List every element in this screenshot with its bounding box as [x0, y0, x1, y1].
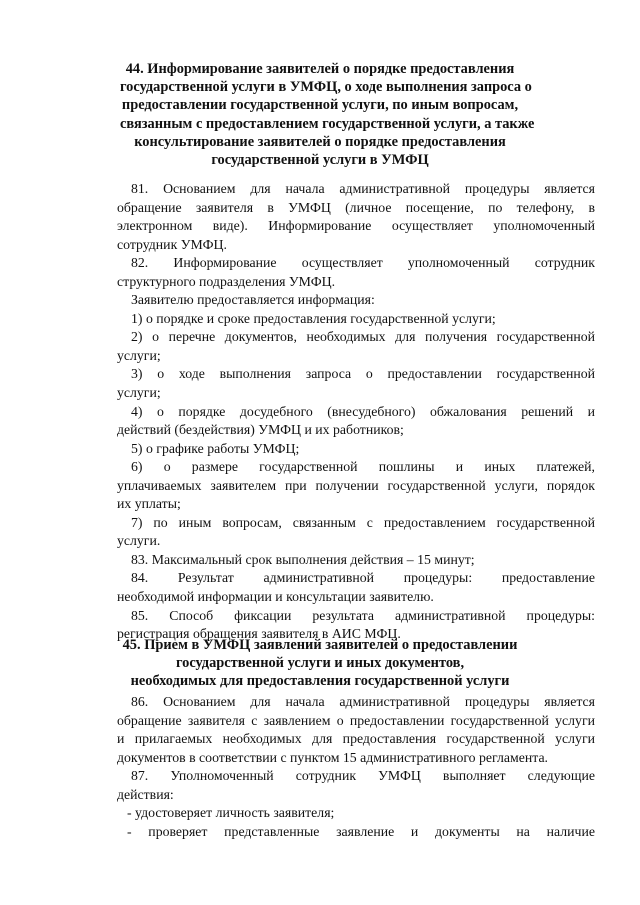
- paragraph-82-line: 82. Информирование осуществляет уполномоченный сотрудник: [131, 255, 595, 271]
- section-45-heading: [120, 636, 520, 691]
- heading-line: государственной услуги в УМФЦ, о ходе выполнения запроса о: [120, 79, 532, 96]
- paragraph-82-line: структурного подразделения УМФЦ.: [117, 273, 336, 289]
- action-item: - удостоверяет личность заявителя;: [127, 805, 335, 821]
- list-item-2-cont: услуги;: [117, 347, 161, 363]
- list-item-4: 4) о порядке досудебного (внесудебного) обжалования решений и: [131, 403, 595, 419]
- list-item-2: 2) о перечне документов, необходимых для получения государственной: [131, 329, 595, 345]
- paragraph-87-line: действия:: [117, 786, 174, 802]
- list-item-3: 3) о ходе выполнения запроса о предоставлении государственной: [131, 366, 595, 382]
- section-44-body: [117, 180, 595, 644]
- heading-line: связанным с предоставлением государственной услуги, а также: [120, 115, 535, 132]
- list-item-5: 5) о графике работы УМФЦ;: [131, 440, 300, 456]
- list-item-6-cont: уплачиваемых заявителем при получении государственной услуги, порядок: [117, 477, 595, 493]
- paragraph-84-line: необходимой информации и консультации заявителю.: [117, 589, 434, 605]
- heading-line: консультирование заявителей о порядке предоставления: [134, 133, 506, 150]
- paragraph-81-line: электронном виде). Информирование осуществляет уполномоченный: [117, 218, 595, 234]
- list-item-6: 6) о размере государственной пошлины и иных платежей,: [131, 459, 595, 475]
- heading-line: необходимых для предоставления государственной услуги: [130, 673, 510, 690]
- paragraph-84-line: 84. Результат административной процедуры: предоставление: [131, 570, 595, 586]
- paragraph-85-line: 85. Способ фиксации результата административной процедуры:: [131, 607, 595, 623]
- paragraph-86-line: и прилагаемых необходимых для предоставления государственной услуги: [117, 731, 595, 747]
- paragraph-83-line: 83. Максимальный срок выполнения действия – 15 минут;: [131, 551, 475, 567]
- paragraph-87-line: 87. Уполномоченный сотрудник УМФЦ выполняет следующие: [131, 768, 595, 784]
- list-item-4-cont: действий (бездействия) УМФЦ и их работников;: [117, 422, 404, 438]
- heading-line: государственной услуги и иных документов,: [175, 655, 465, 672]
- heading-line: предоставлении государственной услуги, по иным вопросам,: [121, 97, 519, 114]
- paragraph-86-line: документов в соответствии с пунктом 15 административного регламента.: [117, 749, 549, 765]
- paragraph-81-line: 81. Основанием для начала административной процедуры является: [131, 181, 595, 196]
- paragraph-86-line: 86. Основанием для начала административной процедуры является: [131, 694, 595, 709]
- info-intro-line: Заявителю предоставляется информация:: [131, 292, 375, 308]
- section-45-body: [117, 693, 595, 841]
- heading-line: 44. Информирование заявителей о порядке предоставления: [125, 61, 515, 77]
- heading-line: государственной услуги в УМФЦ: [211, 152, 429, 169]
- list-item-6-cont: их уплаты;: [117, 496, 181, 512]
- paragraph-86-line: обращение заявителя с заявлением о предоставлении государственной услуги: [117, 712, 595, 728]
- list-item-7-cont: услуги.: [117, 533, 161, 549]
- list-item-3-cont: услуги;: [117, 385, 161, 401]
- paragraph-81-line: обращение заявителя в УМФЦ (личное посещение, по телефону, в: [117, 199, 595, 215]
- action-item: - проверяет представленные заявление и документы на наличие: [127, 823, 595, 839]
- section-44-heading: [120, 60, 535, 169]
- paragraph-85-line: регистрация обращения заявителя в АИС МФЦ.: [117, 626, 401, 642]
- heading-line: 45. Прием в УМФЦ заявлений заявителей о предоставлении: [122, 637, 518, 653]
- list-item-1: 1) о порядке и сроке предоставления государственной услуги;: [131, 310, 496, 326]
- paragraph-81-line: сотрудник УМФЦ.: [117, 236, 227, 252]
- list-item-7: 7) по иным вопросам, связанным с предоставлением государственной: [131, 514, 595, 530]
